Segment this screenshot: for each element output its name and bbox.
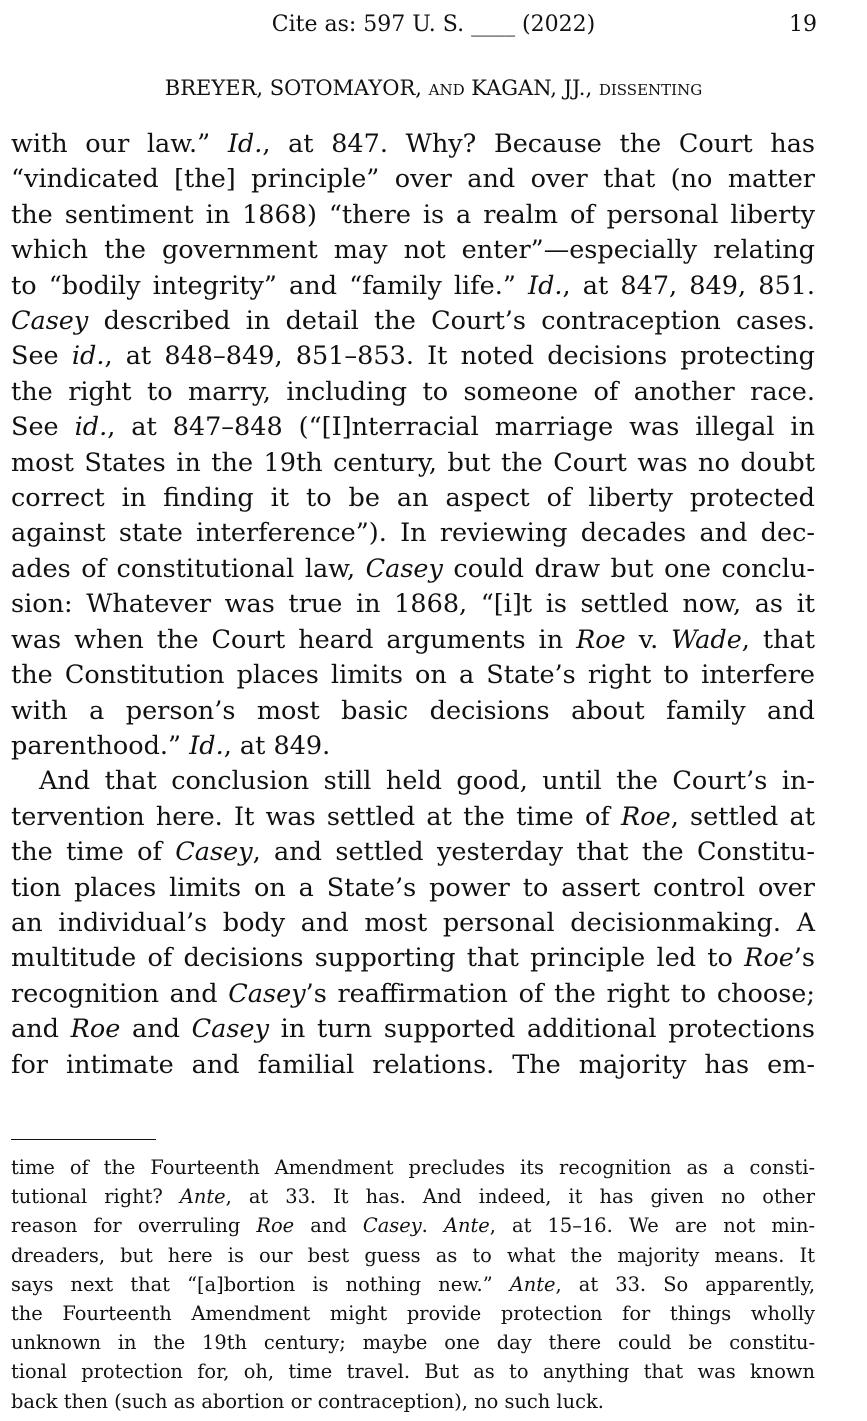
footnote-line: reason for overruling Roe and Casey. Ante, at 15–16. We are not min- <box>11 1214 816 1238</box>
text-line: And that conclusion still held good, until the Court’s in- <box>39 766 815 797</box>
footnote-line: back then (such as abortion or contraception), no such luck. <box>11 1389 604 1413</box>
text-line: Casey described in detail the Court’s contraception cases. <box>11 306 815 337</box>
opinion-body <box>11 127 815 1083</box>
text-line: for intimate and familial relations. The majority has em- <box>11 1049 815 1080</box>
footnote-divider <box>11 1139 156 1140</box>
text-line: correct in finding it to be an aspect of liberty protected <box>11 483 815 514</box>
paragraph-1 <box>11 127 815 764</box>
text-line: which the government may not enter”—especially relating <box>11 235 815 266</box>
paragraph-2 <box>11 764 815 1083</box>
justices-header <box>0 76 867 100</box>
footnote-line: tutional right? Ante, at 33. It has. And indeed, it has given no other <box>11 1185 815 1209</box>
text-line: recognition and Casey’s reaffirmation of the right to choose; <box>11 978 815 1009</box>
text-line: sion: Whatever was true in 1868, “[i]t is settled now, as it <box>11 589 815 620</box>
footnote-line: time of the Fourteenth Amendment precludes its recognition as a consti- <box>11 1156 815 1179</box>
text-line: an individual’s body and most personal decisionmaking. A <box>11 907 815 938</box>
text-line: against state interference”). In reviewing decades and dec- <box>11 518 815 549</box>
text-line: and Roe and Casey in turn supported additional protections <box>11 1014 815 1045</box>
text-line: with our law.” Id., at 847. Why? Because the Court has <box>11 129 815 159</box>
footnote-line: dreaders, but here is our best guess as to what the majority means. It <box>11 1243 815 1267</box>
citation-header: Cite as: 597 U. S. ____ (2022) <box>271 12 596 37</box>
text-line: See id., at 847–848 (“[I]nterracial marriage was illegal in <box>11 412 815 443</box>
footnote-line: unknown in the 19th century; maybe one day there could be constitu- <box>11 1331 815 1355</box>
text-line: See id., at 848–849, 851–853. It noted decisions protecting <box>11 341 815 372</box>
text-line: parenthood.” Id., at 849. <box>11 730 331 761</box>
footnote-line: the Fourteenth Amendment might provide protection for things wholly <box>11 1302 815 1326</box>
footnote <box>11 1153 815 1416</box>
text-line: the sentiment in 1868) “there is a realm of personal liberty <box>11 199 815 230</box>
text-line: tion places limits on a State’s power to assert control over <box>11 872 815 903</box>
footnote-text <box>11 1153 815 1416</box>
text-line: the time of Casey, and settled yesterday that the Constitu- <box>11 837 816 868</box>
page-number: 19 <box>789 12 817 37</box>
text-line: to “bodily integrity” and “family life.” Id., at 847, 849, 851. <box>11 270 815 301</box>
text-line: “vindicated [the] principle” over and over that (no matter <box>11 164 815 195</box>
justices-text: BREYER, SOTOMAYOR, and KAGAN, JJ., dissenting <box>164 76 703 100</box>
text-line: was when the Court heard arguments in Roe v. Wade, that <box>11 624 815 655</box>
text-line: the right to marry, including to someone of another race. <box>11 376 815 407</box>
text-line: the Constitution places limits on a State’s right to interfere <box>11 660 815 691</box>
text-line: tervention here. It was settled at the time of Roe, settled at <box>11 801 815 832</box>
text-line: multitude of decisions supporting that principle led to Roe’s <box>11 943 815 974</box>
text-line: ades of constitutional law, Casey could draw but one conclu- <box>11 553 815 584</box>
footnote-line: says next that “[a]bortion is nothing new.” Ante, at 33. So apparently, <box>11 1272 815 1296</box>
text-line: most States in the 19th century, but the Court was no doubt <box>11 447 815 478</box>
text-line: with a person’s most basic decisions about family and <box>11 695 815 726</box>
footnote-line: tional protection for, oh, time travel. But as to anything that was known <box>11 1360 815 1384</box>
